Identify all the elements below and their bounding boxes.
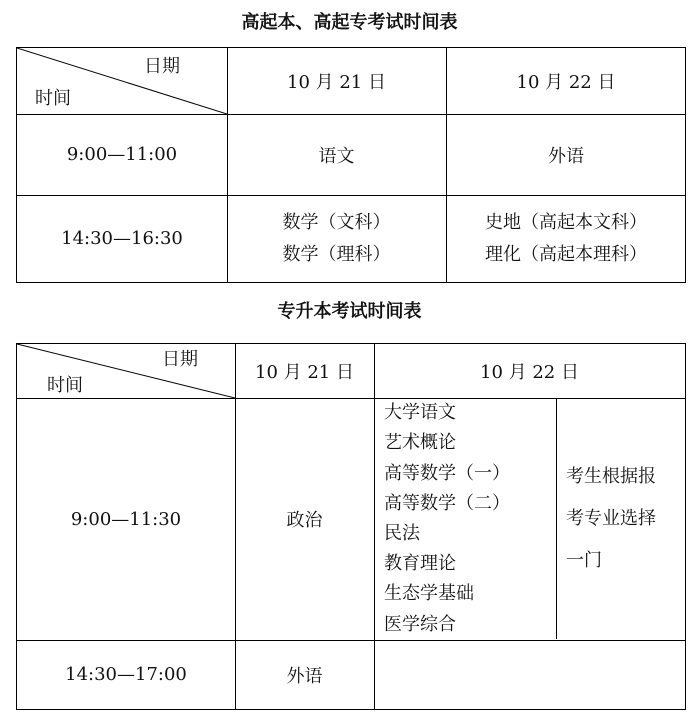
table1: [16, 47, 686, 283]
table2-row2-oct22: [374, 640, 685, 709]
subject-item: 高等数学（一）: [384, 462, 510, 484]
table1-col-oct22: 10 月 22 日: [516, 72, 616, 93]
table2-row2-time: 14:30—17:00: [65, 664, 187, 685]
table1-row1-time: 9:00—11:00: [66, 144, 178, 165]
table2-header-time: 时间: [47, 375, 83, 396]
note-line: 考生根据报: [566, 466, 656, 487]
table2-col-oct21: 10 月 21 日: [255, 362, 354, 383]
table2-row1-time: 9:00—11:30: [70, 508, 182, 530]
subject-item: 教育理论: [384, 553, 456, 575]
note-line: 一门: [566, 550, 602, 571]
subject-item: 民法: [384, 523, 420, 544]
table1-row2-oct21: [227, 195, 446, 282]
subject-item: 艺术概论: [384, 432, 456, 454]
table1-row1-oct22: 外语: [548, 145, 584, 167]
table2-header-date: 日期: [162, 349, 198, 370]
table2-row1-oct21: 政治: [286, 510, 323, 531]
table2-title: 专升本考试时间表: [277, 301, 422, 322]
subject-item: 医学综合: [384, 613, 456, 635]
table1-header-date: 日期: [144, 56, 180, 77]
subject-item: 高等数学（二）: [384, 492, 510, 514]
table1-row2-time: 14:30—16:30: [61, 228, 183, 249]
table2-row2-oct21: 外语: [286, 665, 323, 687]
table1-title: 高起本、高起专考试时间表: [241, 12, 458, 33]
table1-row2-oct21-line1: 数学（文科）: [282, 211, 391, 233]
table1-row2-oct22-line2: 理化（高起本理科）: [485, 243, 647, 265]
table1-row2-oct22: [446, 195, 686, 282]
table2-col-oct22: 10 月 22 日: [480, 362, 579, 383]
table2-row1-subjects: [374, 398, 556, 640]
subject-item: 生态学基础: [384, 583, 474, 605]
table1-header-time: 时间: [35, 88, 71, 109]
table1-row2-oct22-line1: 史地（高起本文科）: [485, 211, 647, 233]
table2-row1-note: [556, 398, 685, 640]
table2: [16, 343, 686, 710]
table1-row1-oct21: 语文: [318, 145, 355, 167]
table1-row2-oct21-line2: 数学（理科）: [282, 243, 391, 265]
note-line: 考专业选择: [566, 508, 656, 529]
subject-item: 大学语文: [384, 402, 456, 424]
table1-col-oct21: 10 月 21 日: [287, 72, 386, 93]
